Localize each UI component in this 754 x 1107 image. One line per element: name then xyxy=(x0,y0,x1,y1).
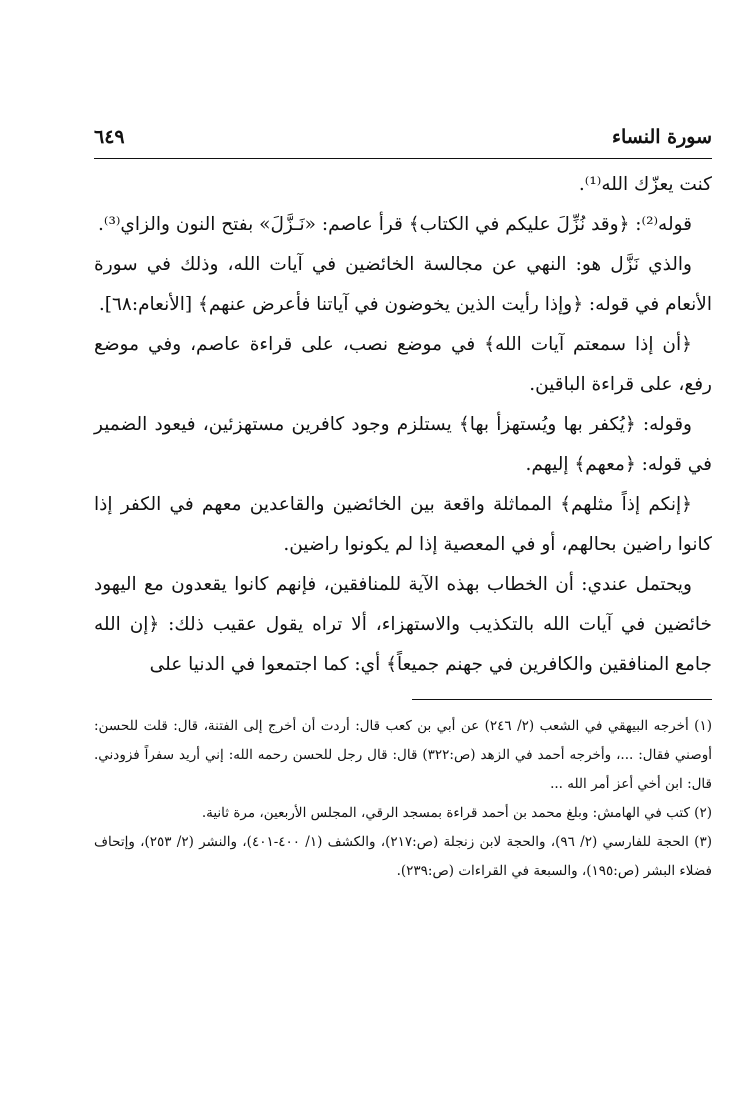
footnote: (٣) الحجة للفارسي (٢/ ٩٦)، والحجة لابن زنجلة (ص:٢١٧)، والكشف (١/ ٤٠٠-٤٠١)، والنشر (٢/ ٢٥٣)، وإتحاف فضلاء البشر (ص:١٩٥)، والسبعة في القراءات (ص:٢٣٩). xyxy=(94,834,712,879)
paragraph: وقوله: ﴿يُكفر بها ويُستهزأ بها﴾ يستلزم وجود كافرين مستهزئين، فيعود الضمير في قوله: ﴿معهم﴾ إليهم. xyxy=(94,414,712,475)
header-rule xyxy=(94,158,712,159)
paragraph: والذي نَزَّل هو: النهي عن مجالسة الخائضين في آيات الله، وذلك في سورة الأنعام في قوله: ﴿وإذا رأيت الذين يخوضون في آياتنا فأعرض عنهم﴾ [الأنعام:٦٨]. xyxy=(94,254,712,315)
paragraph: ﴿إنكم إذاً مثلهم﴾ المماثلة واقعة بين الخائضين والقاعدين معهم في الكفر إذا كانوا راضين بحالهم، أو في المعصية إذا لم يكونوا راضين. xyxy=(94,494,712,555)
paragraph: ﴿أن إذا سمعتم آيات الله﴾ في موضع نصب، على قراءة عاصم، وفي موضع رفع، على قراءة الباقين. xyxy=(94,334,712,395)
book-page xyxy=(94,126,712,886)
footnote-rule xyxy=(412,699,712,700)
paragraph: ويحتمل عندي: أن الخطاب بهذه الآية للمنافقين، فإنهم كانوا يقعدون مع اليهود خائضين في آيات الله بالتكذيب والاستهزاء، ألا تراه يقول عقيب ذلك: ﴿إن الله جامع المنافقين والكافرين في جهنم جميعاً﴾ أي: كما اجتمعوا في الدنيا على xyxy=(94,574,712,675)
surah-title: سورة النساء xyxy=(612,126,712,148)
running-header xyxy=(94,126,712,156)
footnotes xyxy=(94,712,712,886)
main-text xyxy=(94,165,712,685)
footnote: (١) أخرجه البيهقي في الشعب (٢/ ٢٤٦) عن أبي بن كعب قال: أردت أن أخرج إلى الفتنة، قال: قلت للحسن: أوصني فقال: ...، وأخرجه أحمد في الزهد (ص:٣٢٢) قال: قال رجل للحسن رحمه الله: إني أريد سفراً فزودني. قال: ابن أخي أعز أمر الله ... xyxy=(94,718,712,792)
footnote: (٢) كتب في الهامش: وبلغ محمد بن أحمد قراءة بمسجد الرقي، المجلس الأربعين، مرة ثانية. xyxy=(201,805,712,821)
paragraph: كنت يعزّك الله⁽¹⁾. xyxy=(578,174,712,195)
page-number: ٦٤٩ xyxy=(94,126,125,148)
paragraph: قوله⁽²⁾: ﴿وقد نُزِّلَ عليكم في الكتاب﴾ قرأ عاصم: «نَـزَّلَ» بفتح النون والزاي⁽³⁾. xyxy=(98,214,692,235)
